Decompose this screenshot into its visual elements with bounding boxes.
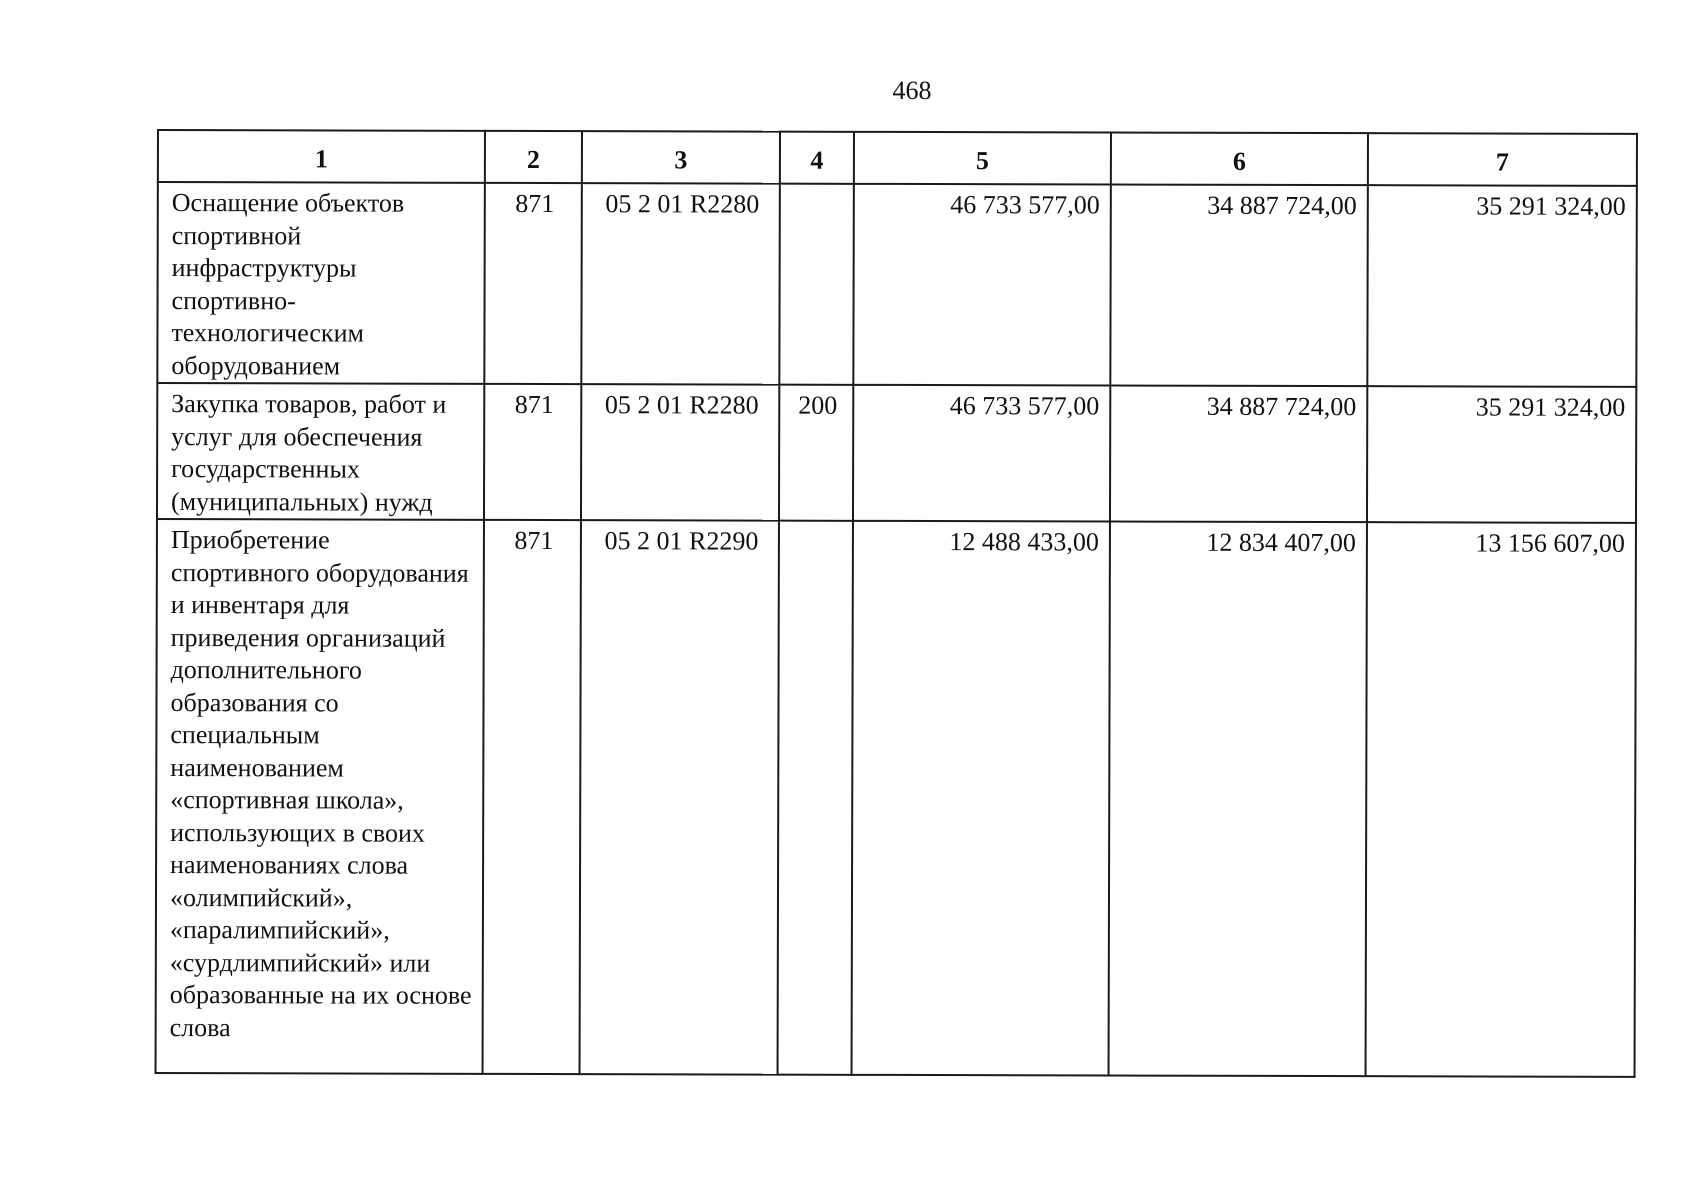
table-row (156, 519, 1636, 1077)
row-col2-cell: 871 (484, 183, 582, 384)
column-header-2: 2 (485, 131, 582, 183)
column-header-5: 5 (854, 132, 1111, 185)
column-header-6: 6 (1111, 132, 1368, 185)
row-col3-cell: 05 2 01 R2280 (581, 183, 780, 385)
row-name-cell: Приобретение спортивного оборудования и инвентаря для приведения организаций дополнительного образования со специальным наименованием «спортивная школа», использующих в своих наименованиях слова «олимпийский», «паралимпийский», «сурдлимпийский» или образованные на их основе слова (156, 519, 484, 1074)
row-col3-cell: 05 2 01 R2290 (580, 520, 779, 1075)
row-col4-cell (779, 184, 854, 385)
page-number: 468 (892, 76, 932, 105)
row-name-cell: Оснащение объектов спортивной инфраструктуры спортивно-технологическим оборудованием (157, 182, 485, 384)
table-row (157, 383, 1636, 523)
row-name-cell: Закупка товаров, работ и услуг для обеспечения государственных (муниципальных) нужд (157, 383, 484, 520)
row-col5-cell: 46 733 577,00 (853, 385, 1110, 522)
row-col2-cell: 871 (483, 520, 581, 1074)
column-header-4: 4 (780, 132, 854, 184)
row-col7-cell: 35 291 324,00 (1367, 386, 1636, 523)
row-col6-cell: 34 887 724,00 (1110, 184, 1368, 386)
row-col4-cell (778, 521, 853, 1075)
column-header-3: 3 (582, 131, 780, 184)
table-row (157, 182, 1637, 387)
row-col7-cell: 13 156 607,00 (1366, 522, 1636, 1077)
row-col5-cell: 12 488 433,00 (852, 521, 1110, 1076)
row-col6-cell: 34 887 724,00 (1110, 385, 1367, 522)
table-header-row (158, 130, 1637, 186)
row-col4-cell: 200 (779, 385, 853, 521)
budget-table (155, 129, 1638, 1078)
row-col5-cell: 46 733 577,00 (853, 184, 1111, 386)
row-col3-cell: 05 2 01 R2280 (581, 384, 779, 521)
column-header-1: 1 (158, 130, 485, 183)
column-header-7: 7 (1368, 133, 1637, 186)
row-col7-cell: 35 291 324,00 (1367, 185, 1637, 387)
row-col6-cell: 12 834 407,00 (1109, 521, 1367, 1076)
row-col2-cell: 871 (484, 384, 581, 520)
